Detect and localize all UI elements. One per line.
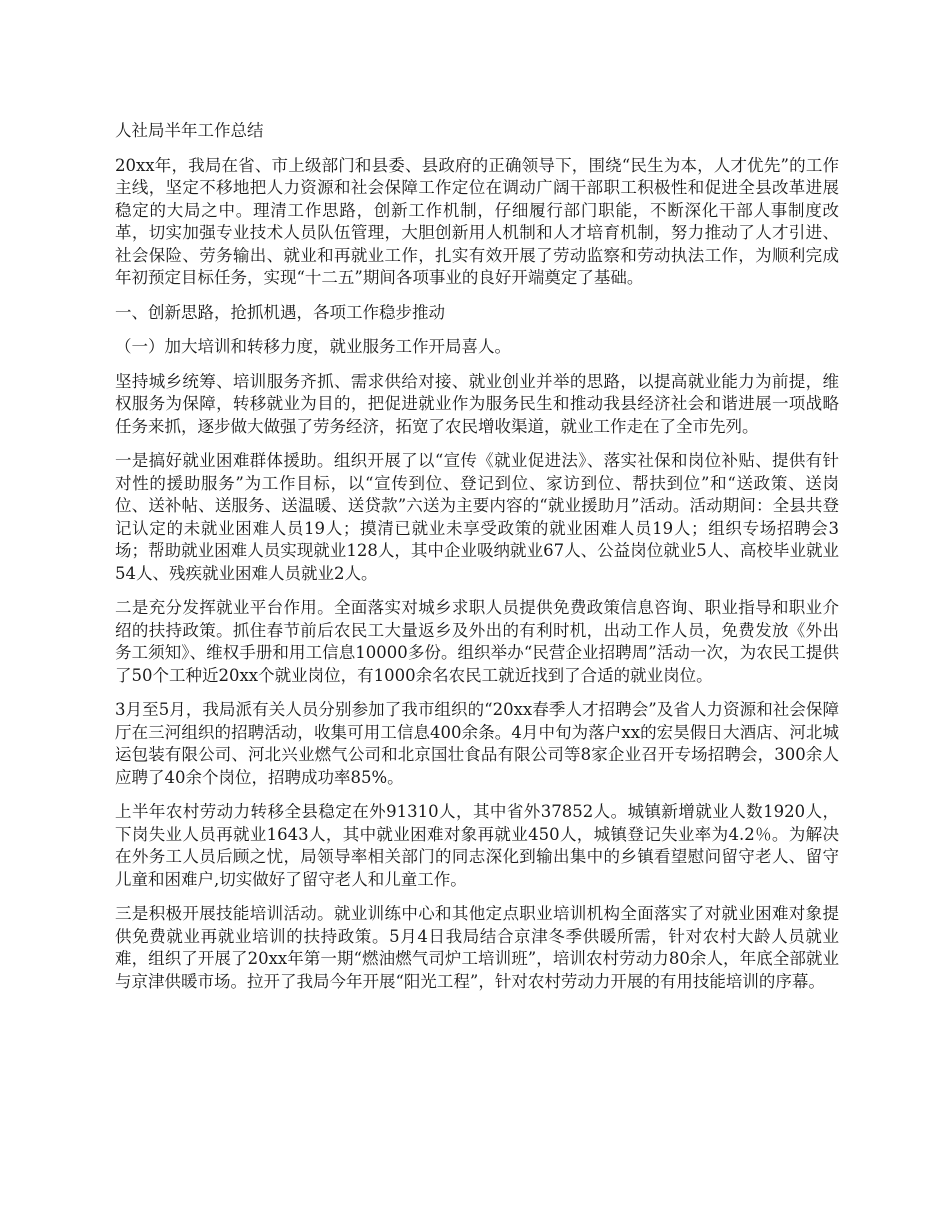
document-page [115,120,839,1005]
paragraph-transfer: 上半年农村劳动力转移全县稳定在外91310人，其中省外37852人。城镇新增就业人数1920人，下岗失业人员再就业1643人，其中就业困难对象再就业450人，城镇登记失业率为4.2％。为解决在外务工人员后顾之忧，局领导率相关部门的同志深化到输出集中的乡镇看望慰问留守老人、留守儿童和困难户,切实做好了留守老人和儿童工作。 [115,802,839,889]
paragraph-platform: 二是充分发挥就业平台作用。全面落实对城乡求职人员提供免费政策信息咨询、职业指导和职业介绍的扶持政策。抓住春节前后农民工大量返乡及外出的有利时机，出动工作人员，免费发放《外出务工须知》、维权手册和用工信息10000多份。组织举办“民营企业招聘周”活动一次，为农民工提供了50个工种近20xx个就业岗位，有1000余名农民工就近找到了合适的就业岗位。 [115,598,839,685]
section-heading-1: 一、创新思路，抢抓机遇，各项工作稳步推动 [115,302,445,322]
paragraph-intro: 20xx年，我局在省、市上级部门和县委、县政府的正确领导下，围绕“民生为本，人才优先”的工作主线，坚定不移地把人力资源和社会保障工作定位在调动广阔干部职工积极性和促进全县改革进展稳定的大局之中。理清工作思路，创新工作机制，仔细履行部门职能，不断深化干部人事制度改革，切实加强专业技术人员队伍管理，大胆创新用人机制和人才培育机制，努力推动了人才引进、社会保险、劳务输出、就业和再就业工作，扎实有效开展了劳动监察和劳动执法工作，为顺利完成年初预定目标任务，实现“十二五”期间各项事业的良好开端奠定了基础。 [115,155,839,287]
paragraph-recruitment: 3月至5月，我局派有关人员分别参加了我市组织的“20xx春季人才招聘会”及省人力资源和社会保障厅在三河组织的招聘活动，收集可用工信息400余条。4月中旬为落户xx的宏昊假日大酒店、河北城运包装有限公司、河北兴业燃气公司和北京国壮食品有限公司等8家企业召开专场招聘会，300余人应聘了40余个岗位，招聘成功率85%。 [115,700,839,787]
document-title: 人社局半年工作总结 [115,121,264,140]
paragraph-training: 三是积极开展技能培训活动。就业训练中心和其他定点职业培训机构全面落实了对就业困难对象提供免费就业再就业培训的扶持政策。5月4日我局结合京津冬季供暖所需，针对农村大龄人员就业难，组织了开展了20xx年第一期“燃油燃气司炉工培训班”，培训农村劳动力80余人，年底全部就业与京津供暖市场。拉开了我局今年开展“阳光工程”，针对农村劳动力开展的有用技能培训的序幕。 [115,904,839,991]
paragraph-assistance: 一是搞好就业困难群体援助。组织开展了以“宣传《就业促进法》、落实社保和岗位补贴、提供有针对性的援助服务”为工作目标，以“宣传到位、登记到位、家访到位、帮扶到位”和“送政策、送岗位、送补帖、送服务、送温暖、送贷款”六送为主要内容的“就业援助月”活动。活动期间：全县共登记认定的未就业困难人员19人；摸清已就业未享受政策的就业困难人员19人；组织专场招聘会3场；帮助就业困难人员实现就业128人，其中企业吸纳就业67人、公益岗位就业5人、高校毕业就业54人、残疾就业困难人员就业2人。 [115,451,839,583]
paragraph-strategy: 坚持城乡统筹、培训服务齐抓、需求供给对接、就业创业并举的思路，以提高就业能力为前提，维权服务为保障，转移就业为目的，把促进就业作为服务民生和推动我县经济社会和谐进展一项战略任务来抓，逐步做大做强了劳务经济，拓宽了农民增收渠道，就业工作走在了全市先列。 [115,371,839,436]
subsection-heading-1: （一）加大培训和转移力度，就业服务工作开局喜人。 [115,337,511,356]
